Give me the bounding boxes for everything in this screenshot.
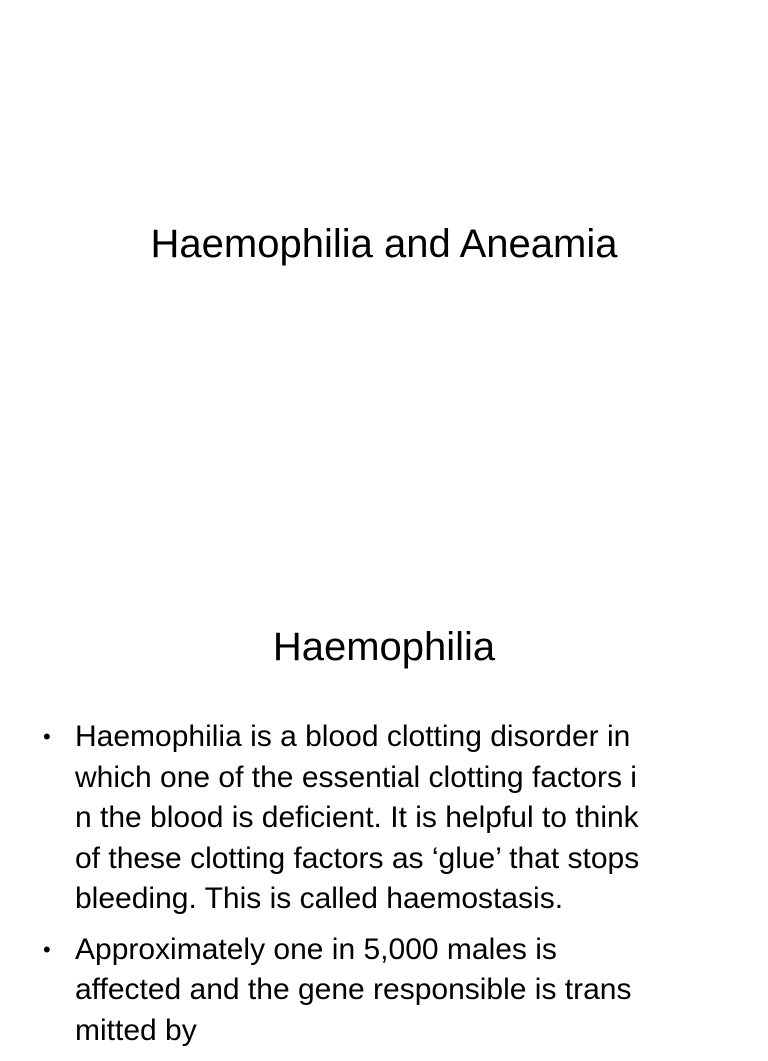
bullet-text-line: affected and the gene responsible is trans: [75, 973, 632, 1006]
bullet-list: [0, 717, 768, 1061]
bullet-item: [0, 930, 768, 1052]
bullet-text-line: n the blood is deficient. It is helpful to think: [75, 801, 639, 834]
bullet-text-line: which one of the essential clotting factors i: [75, 760, 637, 794]
bullet-text-line: Haemophilia is a blood clotting disorder in: [75, 720, 631, 753]
slide-title-heading: Haemophilia and Aneamia: [150, 222, 618, 266]
bullet-dot-icon: •: [43, 724, 51, 749]
bullet-text-line: of these clotting factors as ‘glue’ that stops: [75, 841, 640, 875]
bullet-dot-icon: •: [43, 936, 51, 962]
slide-heading: Haemophilia: [272, 625, 496, 669]
bullet-text-line: bleeding. This is called haemostasis.: [75, 882, 564, 915]
slide-haemophilia: [0, 576, 768, 1047]
bullet-item: [0, 717, 768, 920]
bullet-text-line: Approximately one in 5,000 males is: [75, 932, 557, 966]
bullet-text-line: mitted by: [75, 1013, 197, 1047]
